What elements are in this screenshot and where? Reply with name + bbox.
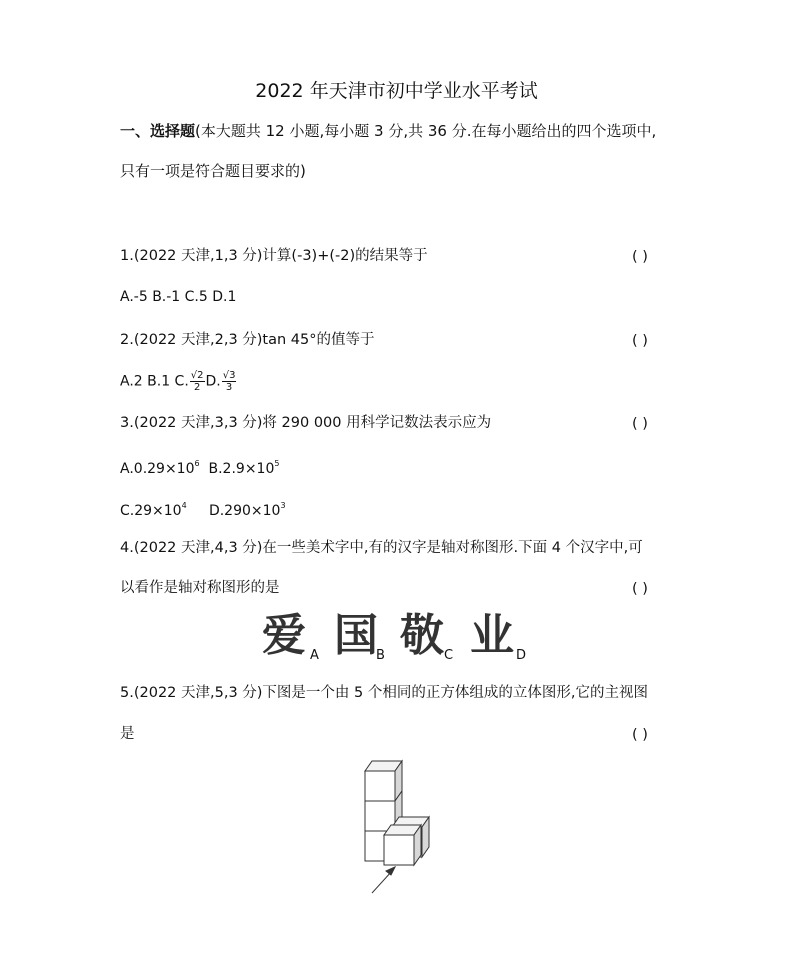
question-2-stem: 2.(2022 天津,2,3 分)tan 45°的值等于 bbox=[120, 332, 375, 348]
question-5-stem-line1: 5.(2022 天津,5,3 分)下图是一个由 5 个相同的正方体组成的立体图形,它的主视图 bbox=[120, 685, 648, 701]
character-label-d: D bbox=[516, 648, 527, 663]
character-label-b: B bbox=[376, 648, 385, 663]
question-4-answer-blank: ( ) bbox=[632, 581, 648, 597]
character-option-d: 业 bbox=[470, 610, 514, 661]
fraction-sqrt3-over-3: $\frac{√3}{3}$ bbox=[222, 370, 236, 393]
question-3-options-cd: $C.29\times 10^4$ $D.290\times 10^3$ bbox=[120, 501, 286, 519]
view-direction-arrow bbox=[372, 867, 395, 893]
character-label-c: C bbox=[444, 648, 454, 663]
question-3-stem: 3.(2022 天津,3,3 分)将 290 000 用科学记数法表示应为 bbox=[120, 415, 492, 431]
section-label: 一、选择题 bbox=[120, 122, 196, 140]
section-description-line2: 只有一项是符合题目要求的) bbox=[120, 162, 306, 180]
question-5-answer-blank: ( ) bbox=[632, 727, 648, 743]
question-1-options: A.-5 B.-1 C.5 D.1 bbox=[120, 289, 237, 305]
question-2-option-d: D. bbox=[205, 373, 221, 390]
fraction-sqrt2-over-2: $\frac{√2}{2}$ bbox=[190, 370, 204, 393]
question-4-stem-line2: 以看作是轴对称图形的是 bbox=[120, 580, 280, 596]
question-2-options-ab: A.2 B.1 C. bbox=[120, 373, 189, 390]
question-2-options bbox=[120, 370, 237, 393]
character-option-c: 敬 bbox=[400, 610, 444, 661]
page-title: 2022 年天津市初中学业水平考试 bbox=[255, 80, 538, 102]
question-2-answer-blank: ( ) bbox=[632, 333, 648, 349]
question-5-stem-line2: 是 bbox=[120, 726, 135, 742]
section-description: (本大题共 12 小题,每小题 3 分,共 36 分.在每小题给出的四个选项中, bbox=[195, 122, 657, 140]
section-heading bbox=[120, 121, 656, 141]
character-option-b: 国 bbox=[334, 610, 378, 661]
question-1-answer-blank: ( ) bbox=[632, 249, 648, 265]
character-option-a: 爱 bbox=[262, 610, 306, 661]
question-3-options-ab: $A.0.29\times 10^6$ $B.2.9\times 10^5$ bbox=[120, 459, 280, 477]
front-cube bbox=[384, 825, 421, 865]
character-label-a: A bbox=[310, 648, 319, 663]
question-1-stem: 1.(2022 天津,1,3 分)计算(-3)+(-2)的结果等于 bbox=[120, 248, 428, 264]
cube-stack-figure bbox=[360, 755, 440, 900]
question-3-answer-blank: ( ) bbox=[632, 416, 648, 432]
question-4-stem-line1: 4.(2022 天津,4,3 分)在一些美术字中,有的汉字是轴对称图形.下面 4 个汉字中,可 bbox=[120, 540, 643, 556]
column-cube-top bbox=[365, 761, 402, 801]
